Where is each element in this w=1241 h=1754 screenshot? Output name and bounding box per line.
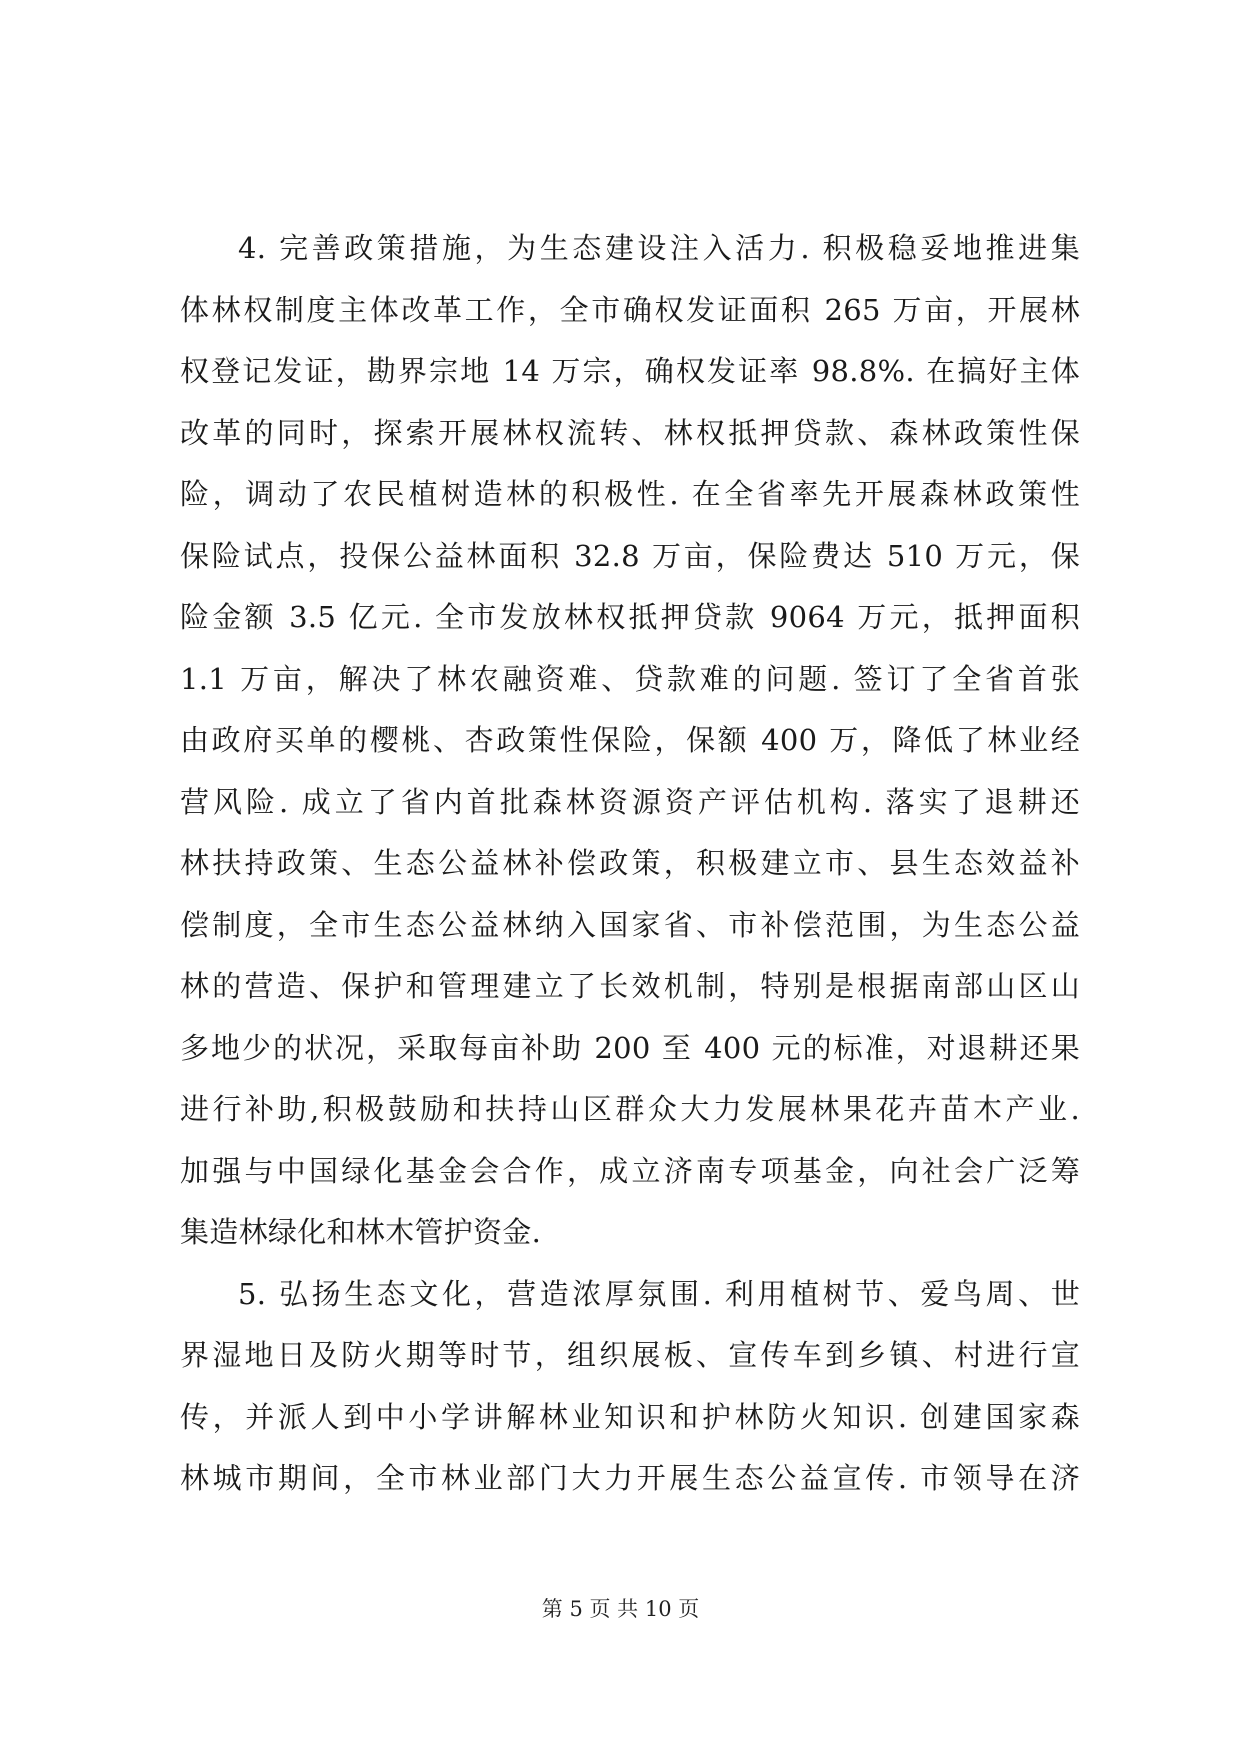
- text-line: 由政府买单的樱桃、杏政策性保险，保额 400 万，降低了林业经: [180, 723, 1080, 757]
- text-line: 林的营造、保护和管理建立了长效机制，特别是根据南部山区山: [180, 969, 1080, 1003]
- text-line: 界湿地日及防火期等时节，组织展板、宣传车到乡镇、村进行宣: [180, 1338, 1080, 1372]
- text-line: 保险试点，投保公益林面积 32.8 万亩，保险费达 510 万元，保: [180, 538, 1080, 573]
- text-line: 权登记发证，勘界宗地 14 万宗，确权发证率 98.8%. 在搞好主体: [180, 354, 1080, 388]
- paragraph-5: [180, 1274, 1080, 1520]
- text-line: 加强与中国绿化基金会合作，成立济南专项基金，向社会广泛筹: [180, 1153, 1080, 1188]
- text-line: 多地少的状况，采取每亩补助 200 至 400 元的标准，对退耕还果: [180, 1030, 1080, 1065]
- text-line: 4. 完善政策措施，为生态建设注入活力. 积极稳妥地推进集: [238, 231, 1080, 265]
- text-line: 营风险. 成立了省内首批森林资源资产评估机构. 落实了退耕还: [180, 784, 1080, 819]
- text-line: 5. 弘扬生态文化，营造浓厚氛围. 利用植树节、爱鸟周、世: [238, 1276, 1080, 1311]
- document-body: [180, 228, 1080, 1520]
- page-number-footer: 第 5 页 共 10 页: [541, 1597, 700, 1621]
- text-line: 1.1 万亩，解决了林农融资难、贷款难的问题. 签订了全省首张: [180, 661, 1080, 696]
- text-line: 险金额 3.5 亿元. 全市发放林权抵押贷款 9064 万元，抵押面积: [180, 600, 1080, 634]
- text-line: 林扶持政策、生态公益林补偿政策，积极建立市、县生态效益补: [180, 846, 1080, 880]
- text-line: 偿制度，全市生态公益林纳入国家省、市补偿范围，为生态公益: [180, 907, 1080, 942]
- text-line: 林城市期间，全市林业部门大力开展生态公益宣传. 市领导在济: [180, 1461, 1080, 1495]
- text-line: 集造林绿化和林木管护资金.: [180, 1215, 542, 1249]
- text-line: 险，调动了农民植树造林的积极性. 在全省率先开展森林政策性: [180, 477, 1080, 511]
- paragraph-4: [180, 228, 1080, 1274]
- text-line: 进行补助,积极鼓励和扶持山区群众大力发展林果花卉苗木产业.: [180, 1092, 1080, 1126]
- text-line: 体林权制度主体改革工作，全市确权发证面积 265 万亩，开展林: [180, 292, 1080, 327]
- text-line: 改革的同时，探索开展林权流转、林权抵押贷款、森林政策性保: [180, 415, 1080, 450]
- text-line: 传，并派人到中小学讲解林业知识和护林防火知识. 创建国家森: [180, 1399, 1080, 1434]
